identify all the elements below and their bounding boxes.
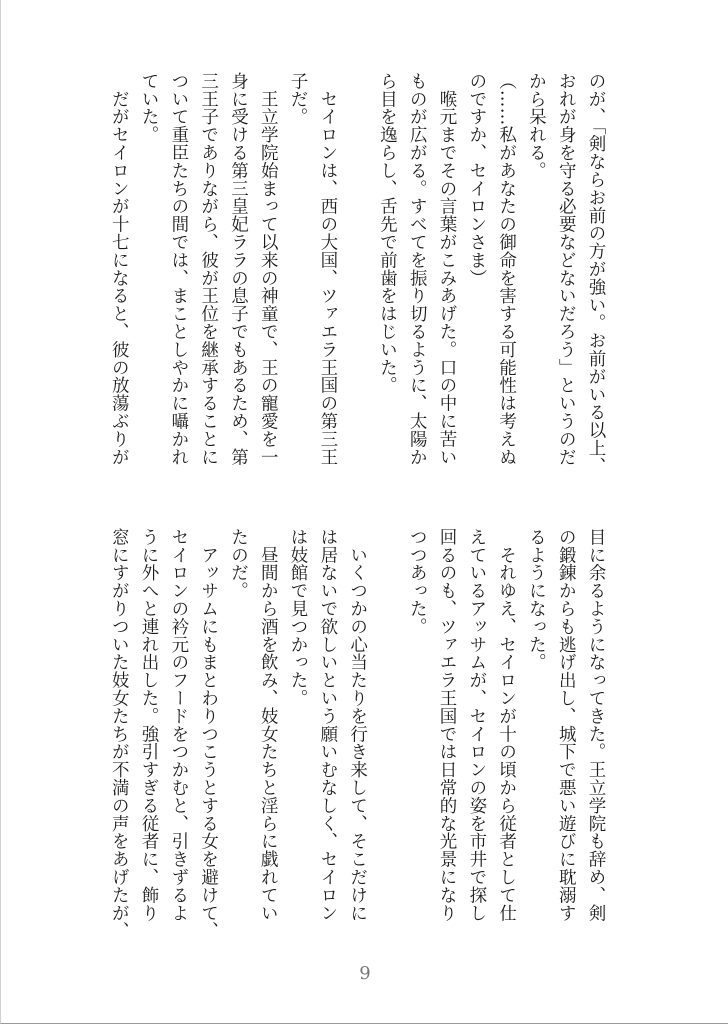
text-line: いくつかの心当たりを行き来して、そこだけに (347, 528, 368, 922)
text-line: （……私があなたの御命を害する可能性は考えぬ (496, 72, 517, 466)
text-line: おれが身を守る必要などないだろう」というのだ (556, 72, 577, 466)
text-line: のが、「剣ならお前の方が強い。お前がいる以上、 (586, 72, 606, 475)
text-line: 子だ。 (288, 72, 309, 126)
text-line: 王立学院始まって以来の神童で、王の寵愛を一 (258, 72, 279, 466)
text-line: ついて重臣たちの間では、まことしやかに囁かれ (168, 72, 189, 466)
text-line: つつあった。 (407, 528, 428, 636)
text-line: ら目を逸らし、舌先で前歯をはじいた。 (377, 72, 398, 395)
text-line: えているアッサムが、セイロンの姿を市井で探し (466, 528, 487, 922)
text-line: 目に余るようになってきた。王立学院も辞め、剣 (586, 528, 606, 922)
upper-text-block (103, 72, 610, 492)
text-line: は妓館で見つかった。 (288, 528, 309, 707)
text-line: それゆえ、セイロンが十の頃から従者として仕 (496, 528, 517, 922)
text-line (372, 528, 402, 948)
text-line (342, 72, 372, 492)
text-line: は居ないで欲しいという願いむなしく、セイロン (317, 528, 338, 922)
text-line: だがセイロンが十七になると、彼の放蕩ぶりが (109, 72, 130, 466)
text-line: 身に受ける第三皇妃ララの息子でもあるため、第 (228, 72, 249, 466)
text-line: 窓にすがりついた妓女たちが不満の声をあげたが、 (109, 528, 130, 940)
text-line: 昼間から酒を飲み、妓女たちと淫らに戯れてい (258, 528, 279, 922)
text-line: うに外へと連れ出した。強引すぎる従者に、飾り (139, 528, 160, 922)
text-line: セイロンの衿元のフードをつかむと、引きずるよ (168, 528, 189, 922)
text-line: のですか、セイロンさま） (466, 72, 487, 287)
text-line: 三王子でありながら、彼が王位を継承することに (198, 72, 219, 466)
text-line: ていた。 (139, 72, 160, 144)
text-line: の鍛錬からも逃げ出し、城下で悪い遊びに耽溺す (556, 528, 577, 922)
page-number: 9 (359, 963, 371, 984)
text-line: たのだ。 (228, 528, 249, 600)
text-line: から呆れる。 (526, 72, 547, 180)
text-line: セイロンは、西の大国、ツァエラ王国の第三王 (317, 72, 338, 466)
text-line: 喉元までその言葉がこみあげた。口の中に苦い (437, 72, 458, 466)
text-line: 回るのも、ツァエラ王国では日常的な光景になり (437, 528, 458, 922)
lower-text-block (103, 528, 610, 948)
text-line: るようになった。 (526, 528, 547, 672)
text-line: ものが広がる。すべてを振り切るように、太陽か (407, 72, 428, 466)
text-line: アッサムにもまとわりつこうとする女を避けて、 (198, 528, 219, 940)
